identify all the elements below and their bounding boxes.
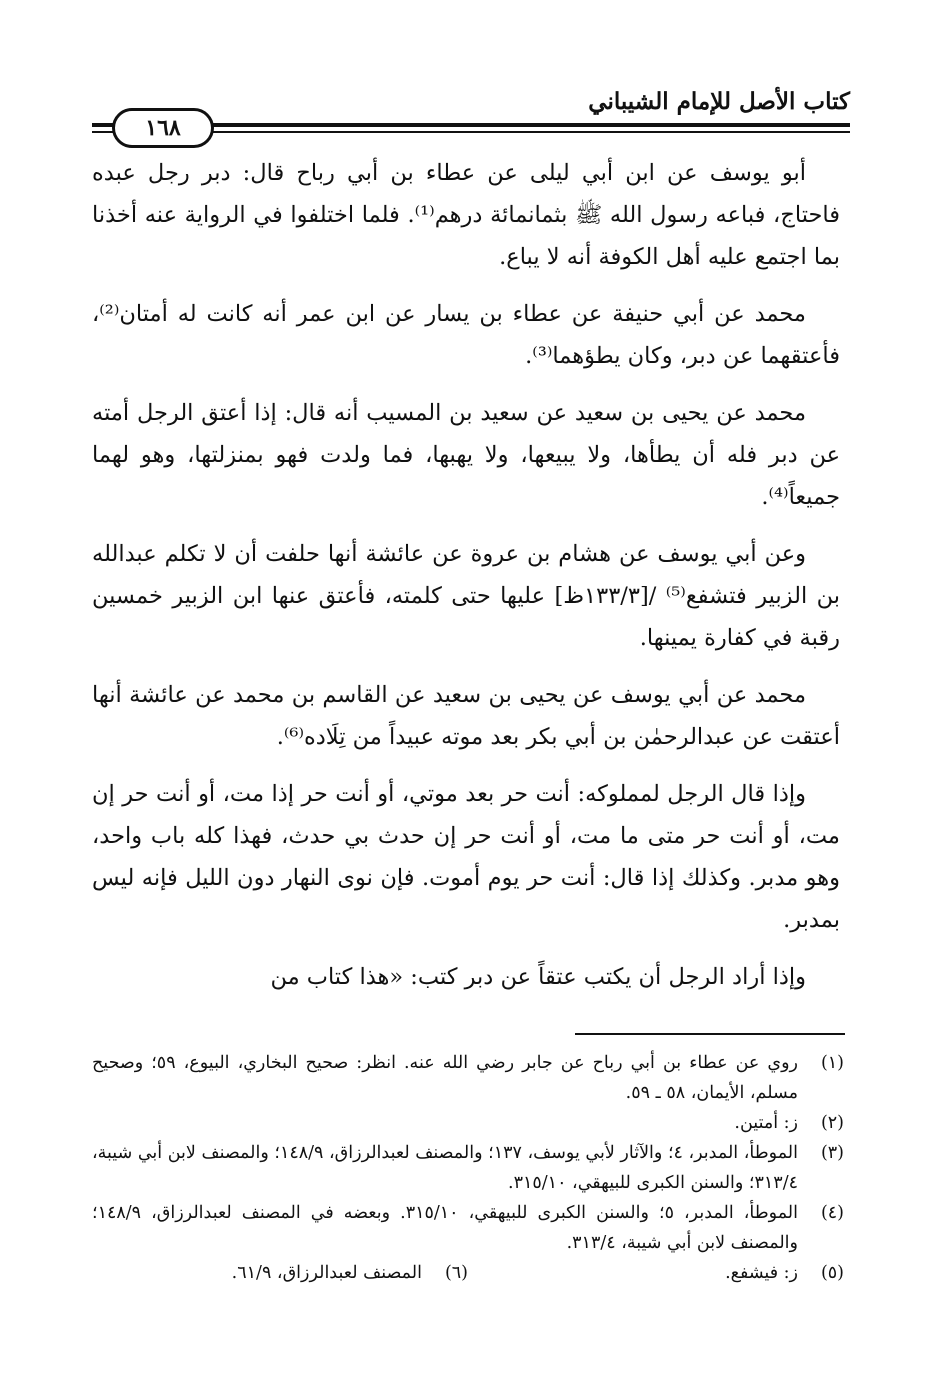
paragraph: وعن أبي يوسف عن هشام بن عروة عن عائشة أنها حلفت أن لا تكلم عبدالله بن الزبير فتشفع⁽⁵⁾ /[١٣٣/٣ظ] عليها حتى كلمته، فأعتق عنها ابن الزبير خمسين رقبة في كفارة يمينها. (92, 541, 840, 651)
footnote-separator (575, 1033, 845, 1035)
footnote-text: ز: أمتين. (734, 1113, 798, 1133)
footnote-text: روي عن عطاء بن أبي رباح عن جابر رضي الله عنه. انظر: صحيح البخاري، البيوع، ٥٩؛ وصحيح مسلم، الأيمان، ٥٨ ـ ٥٩. (92, 1053, 799, 1103)
running-title: كتاب الأصل للإمام الشيباني (588, 88, 850, 115)
paragraph: محمد عن أبي حنيفة عن عطاء بن يسار عن ابن عمر أنه كانت له أمتان⁽²⁾، فأعتقهما عن دبر، وكان يطؤهما⁽³⁾. (92, 301, 840, 369)
footnote-number: (٣) (820, 1143, 844, 1163)
page-header (92, 74, 850, 158)
footnote-number: (٢) (820, 1113, 844, 1133)
paragraph: محمد عن يحيى بن سعيد عن سعيد بن المسيب أنه قال: إذا أعتق الرجل أمته عن دبر فله أن يطأها، ولا يبيعها، ولا يهبها، فما ولدت فهو بمنزلتها، وهو لهما جميعاً⁽⁴⁾. (92, 400, 840, 510)
footnote (92, 1258, 468, 1288)
footnote (92, 1198, 844, 1258)
footnote-text: المصنف لعبدالرزاق، ٦١/٩. (231, 1263, 422, 1283)
footnote-number: (١) (820, 1053, 844, 1073)
footnote-text: الموطأ، المدبر، ٤؛ والآثار لأبي يوسف، ١٣٧؛ والمصنف لعبدالرزاق، ١٤٨/٩؛ والمصنف لابن أبي شيبة، ٣١٣/٤؛ والسنن الكبرى للبيهقي، ٣١٥/١٠. (92, 1143, 799, 1193)
footnote-number: (٦) (444, 1263, 468, 1283)
page-number: ١٦٨ (112, 108, 214, 148)
footnote-number: (٥) (820, 1263, 844, 1283)
footnote-text: الموطأ، المدبر، ٥؛ والسنن الكبرى للبيهقي، ٣١٥/١٠. وبعضه في المصنف لعبدالرزاق، ١٤٨/٩؛ والمصنف لابن أبي شيبة، ٣١٣/٤. (92, 1203, 799, 1253)
footnote (92, 1108, 844, 1138)
main-text (92, 152, 840, 1013)
footnote-number: (٤) (820, 1203, 844, 1223)
footnote (92, 1048, 844, 1108)
paragraph: محمد عن أبي يوسف عن يحيى بن سعيد عن القاسم بن محمد عن عائشة أنها أعتقت عن عبدالرحمٰن بن أبي بكر بعد موته عبيداً من تِلَاده⁽⁶⁾. (92, 682, 840, 750)
footnote (468, 1258, 844, 1288)
paragraph: وإذا أراد الرجل أن يكتب عتقاً عن دبر كتب: «هذا كتاب من (270, 964, 806, 990)
footnote-row (92, 1258, 844, 1288)
footnotes (92, 1048, 844, 1288)
paragraph: وإذا قال الرجل لمملوكه: أنت حر بعد موتي، أو أنت حر إذا مت، أو أنت حر إن مت، أو أنت حر متى ما مت، أو أنت حر إن حدث بي حدث، فهذا كله باب واحد، وهو مدبر. وكذلك إذا قال: أنت حر يوم أموت. فإن نوى النهار دون الليل فإنه ليس بمدبر. (92, 781, 840, 933)
footnote (92, 1138, 844, 1198)
footnote-text: ز: فيشفع. (725, 1263, 798, 1283)
paragraph: أبو يوسف عن ابن أبي ليلى عن عطاء بن أبي رباح قال: دبر رجل عبده فاحتاج، فباعه رسول الله ﷺ بثمانمائة درهم⁽¹⁾. فلما اختلفوا في الرواية عنه أخذنا بما اجتمع عليه أهل الكوفة أنه لا يباع. (92, 160, 841, 270)
